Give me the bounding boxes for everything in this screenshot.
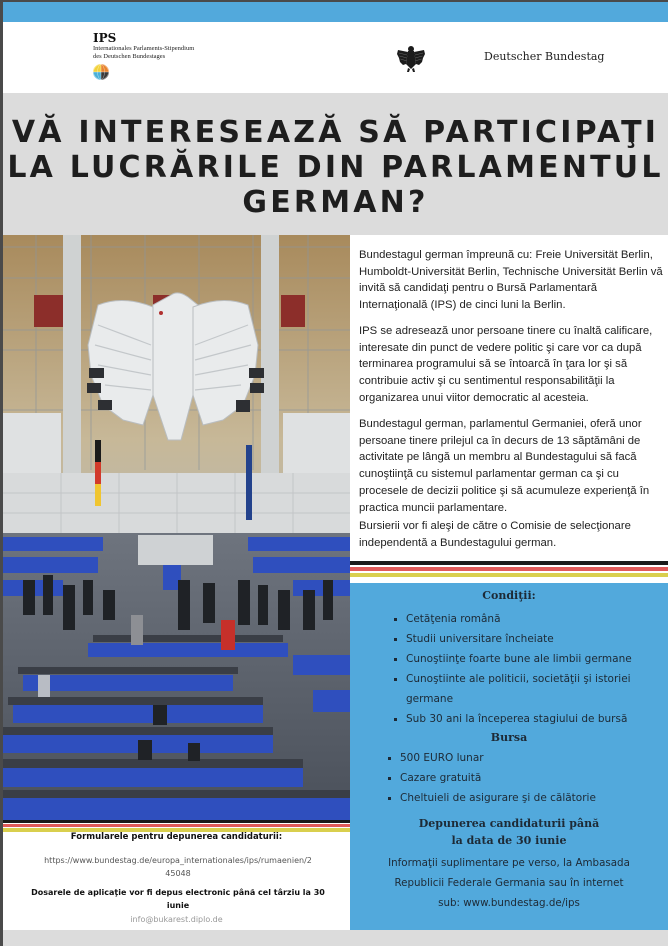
ips-subtitle-line2: des Deutschen Bundestages: [93, 53, 166, 60]
header: [3, 22, 668, 93]
stripe-red: [3, 824, 350, 827]
organization-name: Deutscher Bundestag: [484, 50, 605, 63]
more-info-line-3[interactable]: sub: www.bundestag.de/ips: [438, 897, 580, 909]
stripe-red: [350, 567, 668, 571]
flag-stripes-right: [350, 561, 668, 583]
stripe-black: [350, 561, 668, 565]
conditions-item: Studii universitare încheiate: [394, 629, 664, 649]
top-color-bar: [3, 2, 668, 22]
federal-eagle-icon: [395, 42, 427, 74]
stripe-black: [3, 820, 350, 823]
scholarship-item: 500 EURO lunar: [388, 748, 658, 768]
scholarship-list: [388, 748, 658, 808]
ips-subtitle-line1: Internationales Parlaments-Stipendium: [93, 45, 195, 52]
conditions-item: Cetăţenia română: [394, 609, 664, 629]
forms-title: Formularele pentru depunerea candidaturii:: [70, 832, 283, 842]
intro-paragraph-3: Bundestagul german, parlamentul Germaniei, oferă unor persoane tinere prilejul ca în decurs de 13 săptămâni de activitate pe lângă un membru al Bundestagului să facă cunoştiinţă cu sistemul parlamentar german ca şi cu procesele de decizii politice şi să acumuleze experienţă în practica muncii parlamentare.: [359, 418, 650, 514]
forms-submission-note: Dosarele de aplicaţie vor fi depus electronic până cel târziu la 30 iunie: [31, 888, 325, 910]
conditions-item: Cunoştiinţe foarte bune ale limbii germane: [394, 649, 664, 669]
conditions-panel: [350, 583, 668, 930]
application-forms-panel: [3, 832, 350, 930]
globe-icon: [93, 64, 109, 80]
scholarship-item: Cheltuieli de asigurare şi de călătorie: [388, 788, 658, 808]
conditions-title: Condiţii:: [482, 589, 536, 602]
conditions-item: Sub 30 ani la începerea stagiului de bursă: [394, 709, 664, 729]
ips-logo-block: [93, 32, 194, 80]
intro-paragraph-2: IPS se adresează unor persoane tinere cu înaltă calificare, interesate din punct de vedere politic şi care vor ca după terminarea programului să se întoarcă în ţara lor şi să contribuie activ şi cu sentimentul responsabilităţii la organizarea unui viitor democratic al acesteia.: [359, 325, 653, 404]
title-band: [3, 93, 668, 235]
intro-text-panel: [350, 235, 668, 563]
scholarship-title: Bursa: [490, 731, 528, 744]
deadline-text: [350, 815, 668, 849]
page-title: [3, 115, 668, 220]
scholarship-item: Cazare gratuită: [388, 768, 658, 788]
conditions-list: [394, 609, 664, 729]
more-info-text: [350, 853, 668, 913]
ips-title: IPS: [93, 31, 117, 45]
more-info-line-2: Republicii Federale Germania sau în internet: [394, 877, 624, 889]
bundestag-plenary-photo: [3, 235, 350, 820]
more-info-line-1: Informaţii suplimentare pe verso, la Ambasada: [388, 857, 630, 869]
intro-paragraph-1: Bundestagul german împreună cu: Freie Universität Berlin, Humboldt-Universität Berlin, Technische Universität Berlin vă invită să candidaţi pentru o Bursă Parlamentară Internaţională (IPS) de cinci luni la Berlin.: [359, 249, 663, 312]
intro-paragraph-4: Bursierii vor fi aleşi de către o Comisie de selecţionare independentă a Bundestagului german.: [359, 520, 631, 549]
deadline-line-2: la data de 30 iunie: [451, 834, 567, 847]
forms-url-link[interactable]: https://www.bundestag.de/europa_internationales/ips/rumaenien/245048: [44, 856, 312, 878]
stripe-gold: [350, 573, 668, 577]
conditions-item: Cunoştiinte ale politicii, societăţii şi istoriei germane: [394, 669, 664, 709]
title-line-3: GERMAN?: [242, 185, 429, 220]
flag-stripes-left: [3, 820, 350, 832]
deadline-line-1: Depunerea candidaturii până: [418, 817, 600, 830]
title-line-1: VĂ INTERESEAZĂ SĂ PARTICIPAŢI: [11, 115, 660, 150]
contact-email-link[interactable]: info@bukarest.diplo.de: [130, 915, 223, 924]
title-line-2: LA LUCRĂRILE DIN PARLAMENTUL: [7, 150, 664, 185]
